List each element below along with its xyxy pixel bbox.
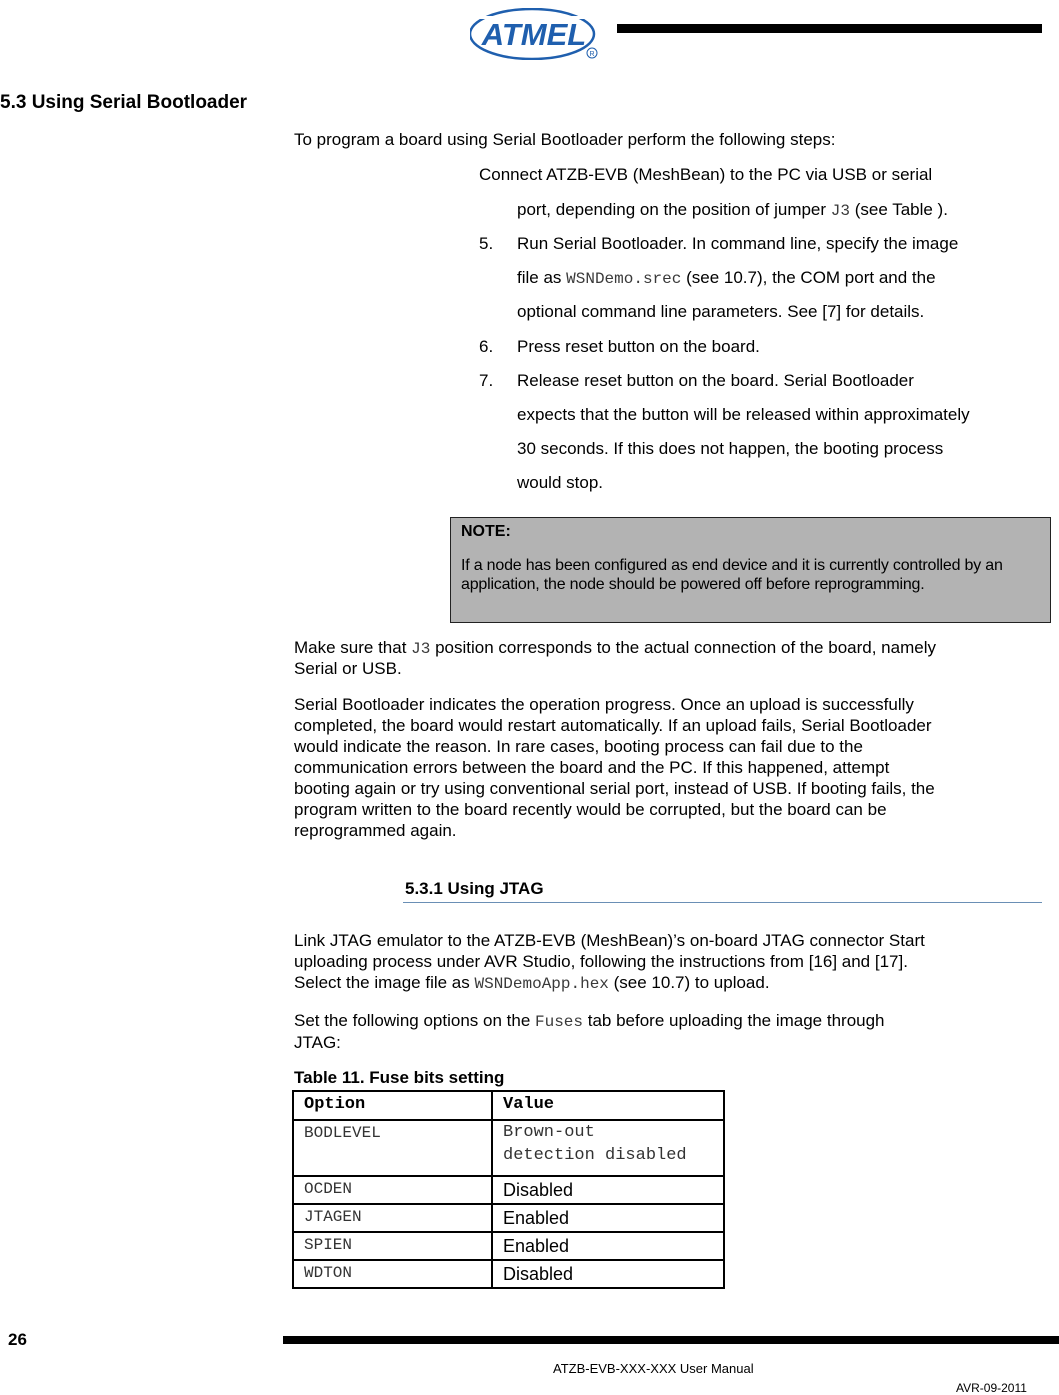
- jtag-para-line2: uploading process under AVR Studio, following the instructions from [16] and [17].: [294, 952, 908, 971]
- note-title: NOTE:: [461, 523, 511, 540]
- section-title: 5.3 Using Serial Bootloader: [0, 92, 248, 113]
- option-cell: SPIEN: [293, 1232, 492, 1260]
- step-5-line3: optional command line parameters. See [7] for details.: [517, 302, 925, 321]
- note-box: [450, 517, 1051, 623]
- progress-line-3: would indicate the reason. In rare cases, booting process can fail due to the: [294, 737, 863, 756]
- step-5-line2: file as WSNDemo.srec (see 10.7), the COM port and the: [517, 268, 936, 288]
- progress-line-2: completed, the board would restart automatically. If an upload fails, Serial Bootloader: [294, 716, 932, 735]
- header-option: Option: [293, 1091, 492, 1120]
- atmel-logo: [470, 8, 600, 60]
- progress-line-7: reprogrammed again.: [294, 821, 457, 840]
- fuses-para-line1: Set the following options on the Fuses tab before uploading the image through: [294, 1011, 885, 1031]
- j3-paragraph-line1: Make sure that J3 position corresponds to the actual connection of the board, namely: [294, 638, 936, 658]
- fuse-bits-table: [292, 1090, 725, 1289]
- step-connect-line1: Connect ATZB-EVB (MeshBean) to the PC via USB or serial: [479, 165, 933, 184]
- step-6-line1: Press reset button on the board.: [517, 337, 760, 356]
- option-cell: BODLEVEL: [293, 1120, 492, 1176]
- footer-doc-title: ATZB-EVB-XXX-XXX User Manual: [553, 1361, 754, 1376]
- srec-filename: WSNDemo.srec: [566, 270, 682, 288]
- option-cell: OCDEN: [293, 1176, 492, 1204]
- value-cell: Disabled: [492, 1176, 724, 1204]
- intro-paragraph: To program a board using Serial Bootloader perform the following steps:: [294, 130, 836, 149]
- page-number: 26: [8, 1330, 27, 1349]
- step-7-line3: 30 seconds. If this does not happen, the booting process: [517, 439, 944, 458]
- step-5-number: 5.: [479, 234, 494, 253]
- header-rule: [617, 24, 1042, 33]
- table-row: [293, 1232, 724, 1260]
- footer-rule: [283, 1336, 1059, 1344]
- progress-line-5: booting again or try using conventional serial port, instead of USB. If booting fails, the: [294, 779, 935, 798]
- step-connect-line2: port, depending on the position of jumper J3 (see Table ).: [517, 200, 948, 220]
- step-6-number: 6.: [479, 337, 494, 356]
- progress-line-4: communication errors between the board and the PC. If this happened, attempt: [294, 758, 890, 777]
- value-cell: Brown-out detection disabled: [492, 1120, 724, 1176]
- subsection-title: 5.3.1 Using JTAG: [405, 879, 544, 898]
- table-row: [293, 1176, 724, 1204]
- footer-doc-code: AVR-09-2011: [956, 1381, 1027, 1395]
- step-5-line1: Run Serial Bootloader. In command line, specify the image: [517, 234, 959, 253]
- table-header-row: [293, 1091, 724, 1120]
- value-cell: Enabled: [492, 1232, 724, 1260]
- fuses-para-line2: JTAG:: [294, 1033, 341, 1052]
- value-cell: Disabled: [492, 1260, 724, 1288]
- progress-line-1: Serial Bootloader indicates the operation progress. Once an upload is successfully: [294, 695, 914, 714]
- jtag-para-line1: Link JTAG emulator to the ATZB-EVB (MeshBean)’s on-board JTAG connector Start: [294, 931, 925, 950]
- note-body: If a node has been configured as end device and it is currently controlled by an application, the node should be powered off before reprogramming.: [461, 557, 1003, 593]
- header-value: Value: [492, 1091, 724, 1120]
- subsection-rule: [403, 902, 1042, 903]
- table-row: [293, 1204, 724, 1232]
- value-cell: Enabled: [492, 1204, 724, 1232]
- step-7-line2: expects that the button will be released within approximately: [517, 405, 970, 424]
- step-7-line1: Release reset button on the board. Serial Bootloader: [517, 371, 914, 390]
- fuses-code: Fuses: [535, 1013, 584, 1031]
- step-7-number: 7.: [479, 371, 494, 390]
- logo-text: ATMEL: [481, 17, 587, 52]
- step-7-line4: would stop.: [517, 473, 603, 492]
- option-cell: WDTON: [293, 1260, 492, 1288]
- jumper-code: J3: [830, 202, 850, 220]
- j3-paragraph-line2: Serial or USB.: [294, 659, 402, 678]
- atmel-logo-graphic: [470, 8, 600, 60]
- progress-line-6: program written to the board recently would be corrupted, but the board can be: [294, 800, 887, 819]
- jtag-para-line3: Select the image file as WSNDemoApp.hex (see 10.7) to upload.: [294, 973, 770, 993]
- table-row: [293, 1120, 724, 1176]
- table-caption: Table 11. Fuse bits setting: [294, 1068, 505, 1087]
- svg-text:R: R: [589, 51, 595, 58]
- j3-code: J3: [411, 640, 431, 658]
- table-row: [293, 1260, 724, 1288]
- option-cell: JTAGEN: [293, 1204, 492, 1232]
- hex-filename: WSNDemoApp.hex: [474, 975, 609, 993]
